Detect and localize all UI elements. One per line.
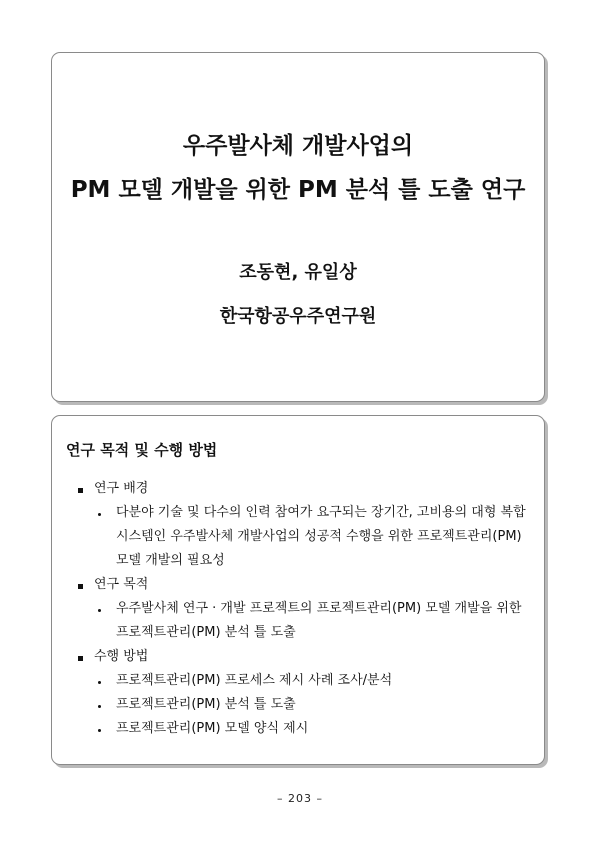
list-item-line: 프로젝트관리(PM) 모델 양식 제시 [116, 721, 309, 736]
square-bullet-icon [78, 488, 83, 493]
section-title: 수행 방법 [94, 649, 149, 664]
slide-heading: 연구 목적 및 수행 방법 [66, 441, 218, 459]
section-title: 연구 배경 [94, 481, 149, 496]
page-number: – 203 – [277, 792, 323, 805]
dot-bullet-icon [98, 729, 101, 732]
affiliation: 한국항공우주연구원 [219, 306, 377, 327]
square-bullet-icon [78, 584, 83, 589]
square-bullet-icon [78, 656, 83, 661]
list-item-line: 시스템인 우주발사체 개발사업의 성공적 수행을 위한 프로젝트관리(PM) [116, 529, 522, 544]
dot-bullet-icon [98, 513, 101, 516]
section-title: 연구 목적 [94, 577, 149, 592]
list-item-line: 다분야 기술 및 다수의 인력 참여가 요구되는 장기간, 고비용의 대형 복합 [116, 505, 526, 520]
paper-title-line1: 우주발사체 개발사업의 [182, 133, 414, 159]
dot-bullet-icon [98, 705, 101, 708]
title-slide [51, 52, 545, 402]
dot-bullet-icon [98, 681, 101, 684]
content-slide [51, 415, 545, 765]
list-item-line: 프로젝트관리(PM) 분석 틀 도출 [116, 697, 296, 712]
list-item-line: 모델 개발의 필요성 [116, 553, 225, 568]
list-item-line: 프로젝트관리(PM) 프로세스 제시 사례 조사/분석 [116, 673, 393, 688]
list-item-line: 프로젝트관리(PM) 분석 틀 도출 [116, 625, 296, 640]
authors: 조동현, 유일상 [239, 262, 357, 283]
paper-title-line2: PM 모델 개발을 위한 PM 분석 틀 도출 연구 [70, 177, 526, 203]
dot-bullet-icon [98, 609, 101, 612]
list-item-line: 우주발사체 연구 · 개발 프로젝트의 프로젝트관리(PM) 모델 개발을 위한 [116, 601, 522, 616]
